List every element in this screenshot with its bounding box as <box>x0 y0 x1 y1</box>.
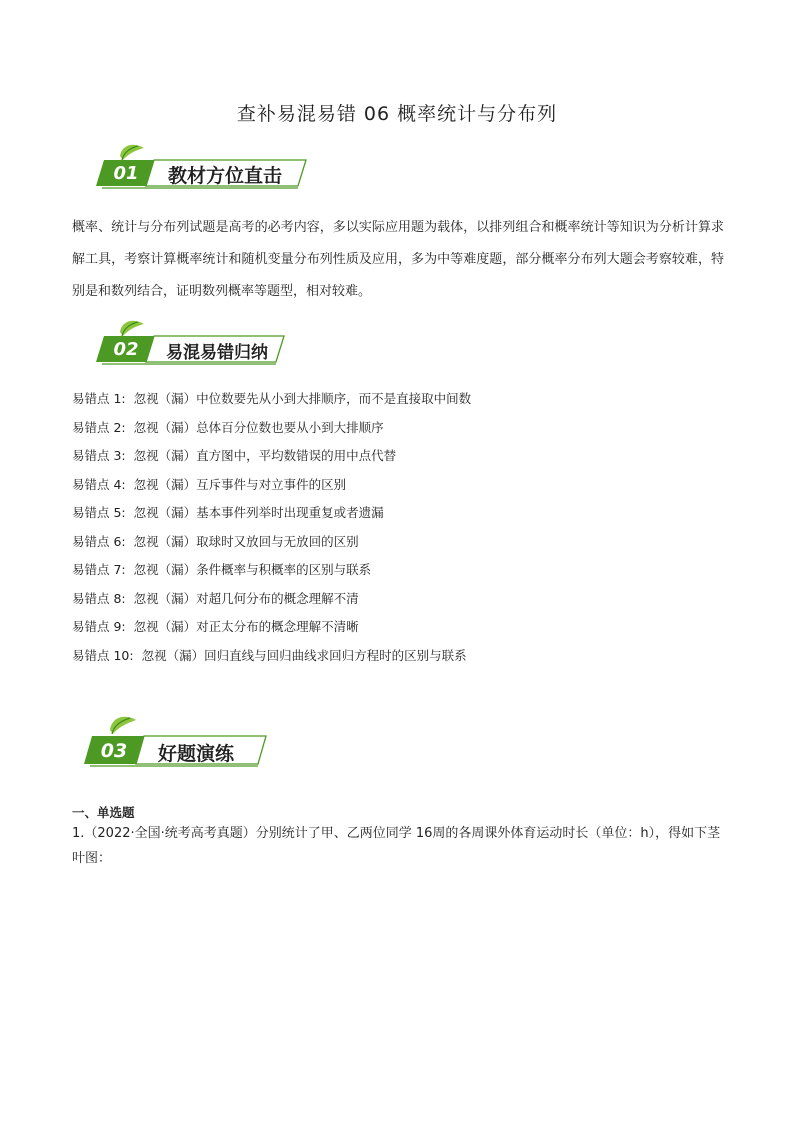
error-label: 易错点 6: <box>72 533 126 549</box>
error-text: 忽视（漏）互斥事件与对立事件的区别 <box>133 476 347 492</box>
error-label: 易错点 8: <box>72 590 126 606</box>
error-text: 忽视（漏）总体百分位数也要从小到大排顺序 <box>133 419 384 435</box>
list-item <box>72 588 732 617</box>
error-label: 易错点 1: <box>72 391 126 406</box>
list-item <box>72 645 732 674</box>
section-title: 易混易错归纳 <box>166 343 268 363</box>
error-text: 忽视（漏）取球时又放回与无放回的区别 <box>133 533 359 549</box>
list-item <box>72 417 732 446</box>
list-item <box>72 531 732 560</box>
error-text: 忽视（漏）中位数要先从小到大排顺序，而不是直接取中间数 <box>133 391 472 406</box>
section-number: 03 <box>100 740 128 762</box>
section-title: 好题演练 <box>158 743 235 765</box>
error-label: 易错点 7: <box>72 562 126 577</box>
error-text: 忽视（漏）回归直线与回归曲线求回归方程时的区别与联系 <box>141 647 467 663</box>
list-item <box>72 388 732 417</box>
leaf-icon <box>120 145 144 160</box>
error-text: 忽视（漏）基本事件列举时出现重复或者遗漏 <box>133 505 384 520</box>
error-text: 忽视（漏）直方图中，平均数错误的用中点代替 <box>133 448 397 463</box>
list-item <box>72 559 732 588</box>
list-item <box>72 502 732 531</box>
section-header-01 <box>92 146 322 194</box>
leaf-icon <box>120 321 144 336</box>
question-1-text: 1.（2022·全国·统考高考真题）分别统计了甲、乙两位同学 16周的各周课外体育运动时长（单位：h），得如下茎叶图： <box>72 826 721 866</box>
question-type-heading: 一、单选题 <box>72 805 135 820</box>
intro-paragraph: 概率、统计与分布列试题是高考的必考内容，多以实际应用题为载体，以排列组合和概率统计等知识为分析计算求解工具，考察计算概率统计和随机变量分布列性质及应用，多为中等难度题，部分概率分布列大题会考察较难，特别是和数列结合，证明数列概率等题型，相对较难。 <box>72 220 724 299</box>
error-label: 易错点 4: <box>72 476 126 492</box>
leaf-icon <box>110 717 136 734</box>
list-item <box>72 474 732 503</box>
section-header-02 <box>92 322 292 370</box>
error-text: 忽视（漏）条件概率与积概率的区别与联系 <box>133 562 372 577</box>
error-label: 易错点 9: <box>72 619 126 634</box>
section-number: 01 <box>113 163 139 184</box>
error-label: 易错点 5: <box>72 505 126 520</box>
error-label: 易错点 2: <box>72 419 126 435</box>
error-list <box>72 388 732 673</box>
section-header-03 <box>80 718 280 766</box>
error-label: 易错点 3: <box>72 448 126 463</box>
section-number: 02 <box>113 339 139 360</box>
error-text: 忽视（漏）对正太分布的概念理解不清晰 <box>133 619 359 634</box>
section-title: 教材方位直击 <box>168 165 283 187</box>
list-item <box>72 616 732 645</box>
page-title: 查补易混易错 06 概率统计与分布列 <box>236 103 558 125</box>
list-item <box>72 445 732 474</box>
error-label: 易错点 10: <box>72 647 134 663</box>
error-text: 忽视（漏）对超几何分布的概念理解不清 <box>133 590 359 606</box>
